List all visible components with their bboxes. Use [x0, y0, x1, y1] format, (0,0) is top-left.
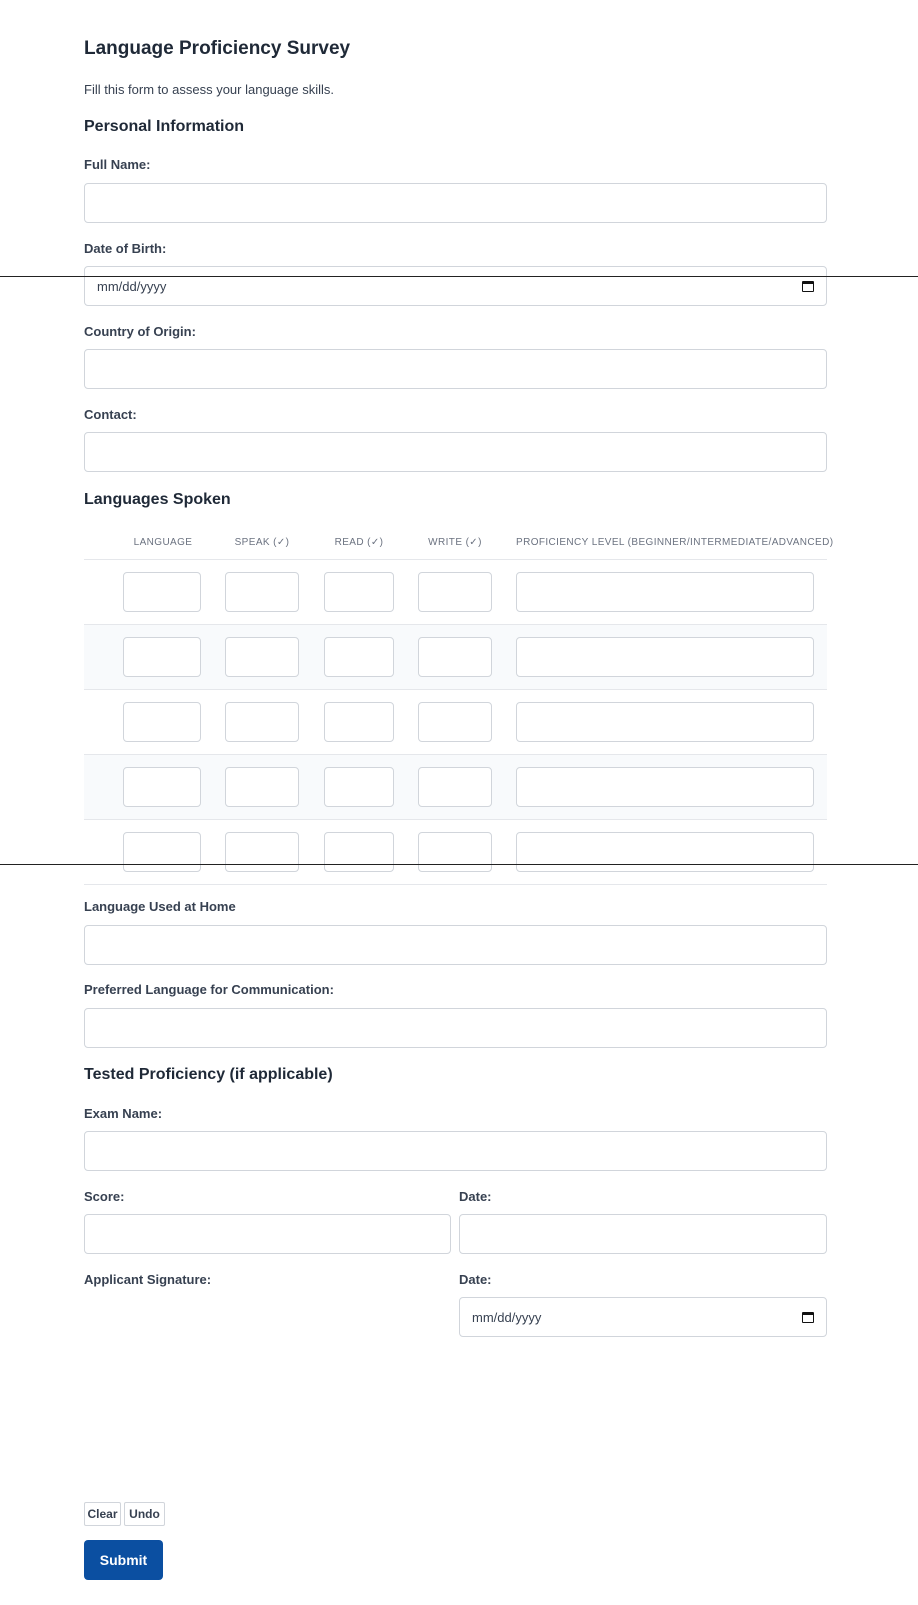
full-name-label: Full Name:	[84, 157, 151, 172]
personal-info-heading: Personal Information	[84, 118, 245, 135]
write-input[interactable]	[418, 572, 492, 612]
languages-heading: Languages Spoken	[84, 491, 231, 508]
proficiency-input[interactable]	[516, 832, 814, 872]
preferred-language-label: Preferred Language for Communication:	[84, 982, 334, 997]
language-input[interactable]	[123, 572, 201, 612]
read-input[interactable]	[324, 832, 394, 872]
language-input[interactable]	[123, 832, 201, 872]
contact-label: Contact:	[84, 407, 137, 422]
proficiency-input[interactable]	[516, 572, 814, 612]
read-input[interactable]	[324, 767, 394, 807]
proficiency-input[interactable]	[516, 767, 814, 807]
write-input[interactable]	[418, 702, 492, 742]
dob-label: Date of Birth:	[84, 241, 167, 256]
horizontal-rule	[0, 864, 918, 865]
full-name-input[interactable]	[84, 183, 827, 223]
dob-placeholder: mm/dd/yyyy	[97, 278, 167, 294]
signature-pad[interactable]	[84, 1295, 451, 1495]
proficiency-input[interactable]	[516, 702, 814, 742]
signature-date-placeholder: mm/dd/yyyy	[472, 1309, 542, 1325]
table-row	[84, 755, 827, 820]
calendar-icon[interactable]	[802, 1312, 814, 1323]
horizontal-rule	[0, 276, 918, 277]
undo-button[interactable]: Undo	[124, 1502, 165, 1526]
read-input[interactable]	[324, 572, 394, 612]
col-write: WRITE (✓)	[428, 537, 482, 548]
write-input[interactable]	[418, 637, 492, 677]
language-input[interactable]	[123, 767, 201, 807]
col-speak: SPEAK (✓)	[234, 537, 290, 548]
signature-date-label: Date:	[459, 1272, 492, 1287]
exam-date-label: Date:	[459, 1189, 492, 1204]
read-input[interactable]	[324, 637, 394, 677]
score-label: Score:	[84, 1189, 125, 1204]
language-input[interactable]	[123, 702, 201, 742]
signature-label: Applicant Signature:	[84, 1272, 212, 1287]
proficiency-input[interactable]	[516, 637, 814, 677]
speak-input[interactable]	[225, 767, 299, 807]
speak-input[interactable]	[225, 572, 299, 612]
read-input[interactable]	[324, 702, 394, 742]
language-input[interactable]	[123, 637, 201, 677]
table-row	[84, 820, 827, 885]
page-title: Language Proficiency Survey	[84, 38, 351, 59]
signature-date-input[interactable]	[459, 1297, 827, 1337]
country-label: Country of Origin:	[84, 324, 196, 339]
col-proficiency: PROFICIENCY LEVEL (BEGINNER/INTERMEDIATE/ADVANCED)	[516, 537, 834, 548]
table-header	[84, 526, 834, 560]
table-row	[84, 690, 827, 755]
tested-proficiency-heading: Tested Proficiency (if applicable)	[84, 1066, 333, 1083]
home-language-input[interactable]	[84, 925, 827, 965]
exam-name-input[interactable]	[84, 1131, 827, 1171]
exam-name-label: Exam Name:	[84, 1106, 163, 1121]
col-language: LANGUAGE	[133, 537, 193, 548]
write-input[interactable]	[418, 767, 492, 807]
col-read: READ (✓)	[334, 537, 384, 548]
write-input[interactable]	[418, 832, 492, 872]
table-row	[84, 560, 827, 625]
speak-input[interactable]	[225, 702, 299, 742]
home-language-label: Language Used at Home	[84, 899, 236, 914]
country-input[interactable]	[84, 349, 827, 389]
languages-table	[84, 526, 834, 885]
dob-date-input[interactable]	[84, 266, 827, 306]
score-input[interactable]	[84, 1214, 451, 1254]
contact-input[interactable]	[84, 432, 827, 472]
clear-button[interactable]: Clear	[84, 1502, 121, 1526]
speak-input[interactable]	[225, 637, 299, 677]
speak-input[interactable]	[225, 832, 299, 872]
table-row	[84, 625, 827, 690]
page-subtitle: Fill this form to assess your language skills.	[84, 82, 334, 97]
submit-button[interactable]: Submit	[84, 1540, 163, 1580]
calendar-icon[interactable]	[802, 281, 814, 292]
preferred-language-input[interactable]	[84, 1008, 827, 1048]
exam-date-input[interactable]	[459, 1214, 827, 1254]
